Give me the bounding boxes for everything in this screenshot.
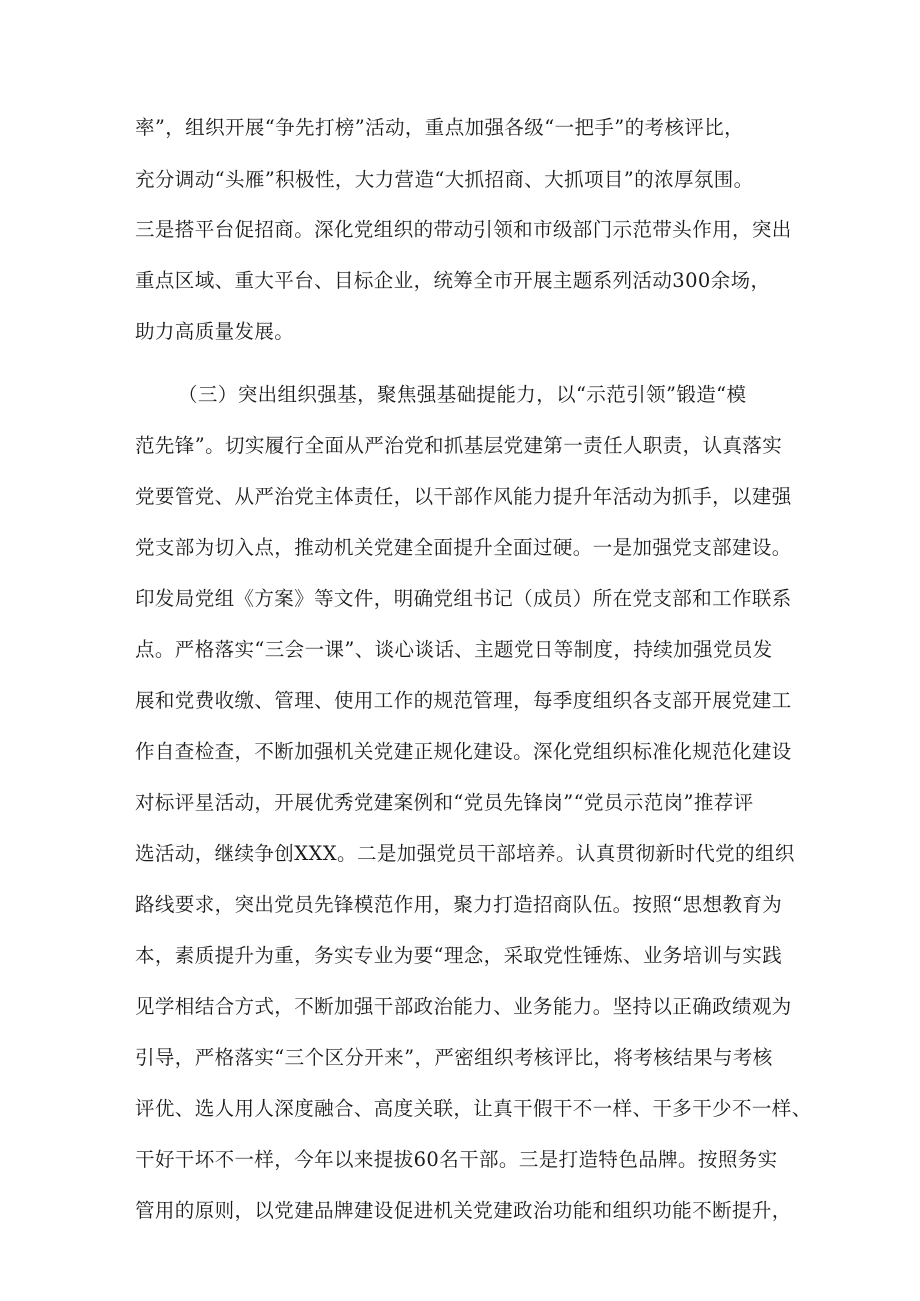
text-line: 引导，严格落实“三个区分开来”，严密组织考核评比，将考核结果与考核: [135, 1046, 773, 1069]
text-line: 党要管党、从严治党主体责任，以干部作风能力提升年活动为抓手，以建强: [135, 485, 792, 508]
text-line: 见学相结合方式，不断加强干部政治能力、业务能力。坚持以正确政绩观为: [135, 995, 792, 1018]
text-line: 党支部为切入点，推动机关党建全面提升全面过硬。一是加强党支部建设。: [135, 536, 792, 559]
text-line: 干好干坏不一样，今年以来提拔60名干部。三是打造特色品牌。按照务实: [135, 1148, 778, 1171]
text-line: 本，素质提升为重，务实专业为要“理念，采取党性锤炼、业务培训与实践: [135, 944, 783, 967]
text-line: 印发局党组《方案》等文件，明确党组书记（成员）所在党支部和工作联系: [135, 587, 792, 610]
text-line: 选活动，继续争创XXX。二是加强党员干部培养。认真贯彻新时代党的组织: [135, 842, 795, 865]
text-line: 助力高质量发展。: [135, 320, 295, 343]
text-line: 充分调动“头雁”积极性，大力营造“大抓招商、大抓项目”的浓厚氛围。: [135, 168, 754, 191]
text-line: 评优、选人用人深度融合、高度关联，让真干假干不一样、干多干少不一样、: [135, 1097, 812, 1120]
text-line: 对标评星活动，开展优秀党建案例和“党员先锋岗”“党员示范岗”推荐评: [135, 791, 754, 814]
text-line: 展和党费收缴、管理、使用工作的规范管理，每季度组织各支部开展党建工: [135, 689, 792, 712]
text-line: 作自查检查，不断加强机关党建正规化建设。深化党组织标准化规范化建设: [135, 740, 792, 763]
text-line: 率”，组织开展“争先打榜”活动，重点加强各级“一把手”的考核评比，: [135, 116, 745, 139]
text-line: 路线要求，突出党员先锋模范作用，聚力打造招商队伍。按照“思想教育为: [135, 893, 783, 916]
text-line: 重点区域、重大平台、目标企业，统筹全市开展主题系列活动300余场，: [135, 269, 771, 292]
section-heading-line: （三）突出组织强基，聚焦强基础提能力，以“示范引领”锻造“模: [178, 383, 747, 406]
text-line: 点。严格落实“三会一课”、谈心谈话、主题党日等制度，持续加强党员发: [135, 638, 773, 661]
text-line: 范先锋”。切实履行全面从严治党和抓基层党建第一责任人职责，认真落实: [135, 434, 783, 457]
text-line: 管用的原则，以党建品牌建设促进机关党建政治功能和组织功能不断提升，: [135, 1199, 792, 1222]
text-line: 三是搭平台促招商。深化党组织的带动引领和市级部门示范带头作用，突出: [135, 218, 792, 241]
